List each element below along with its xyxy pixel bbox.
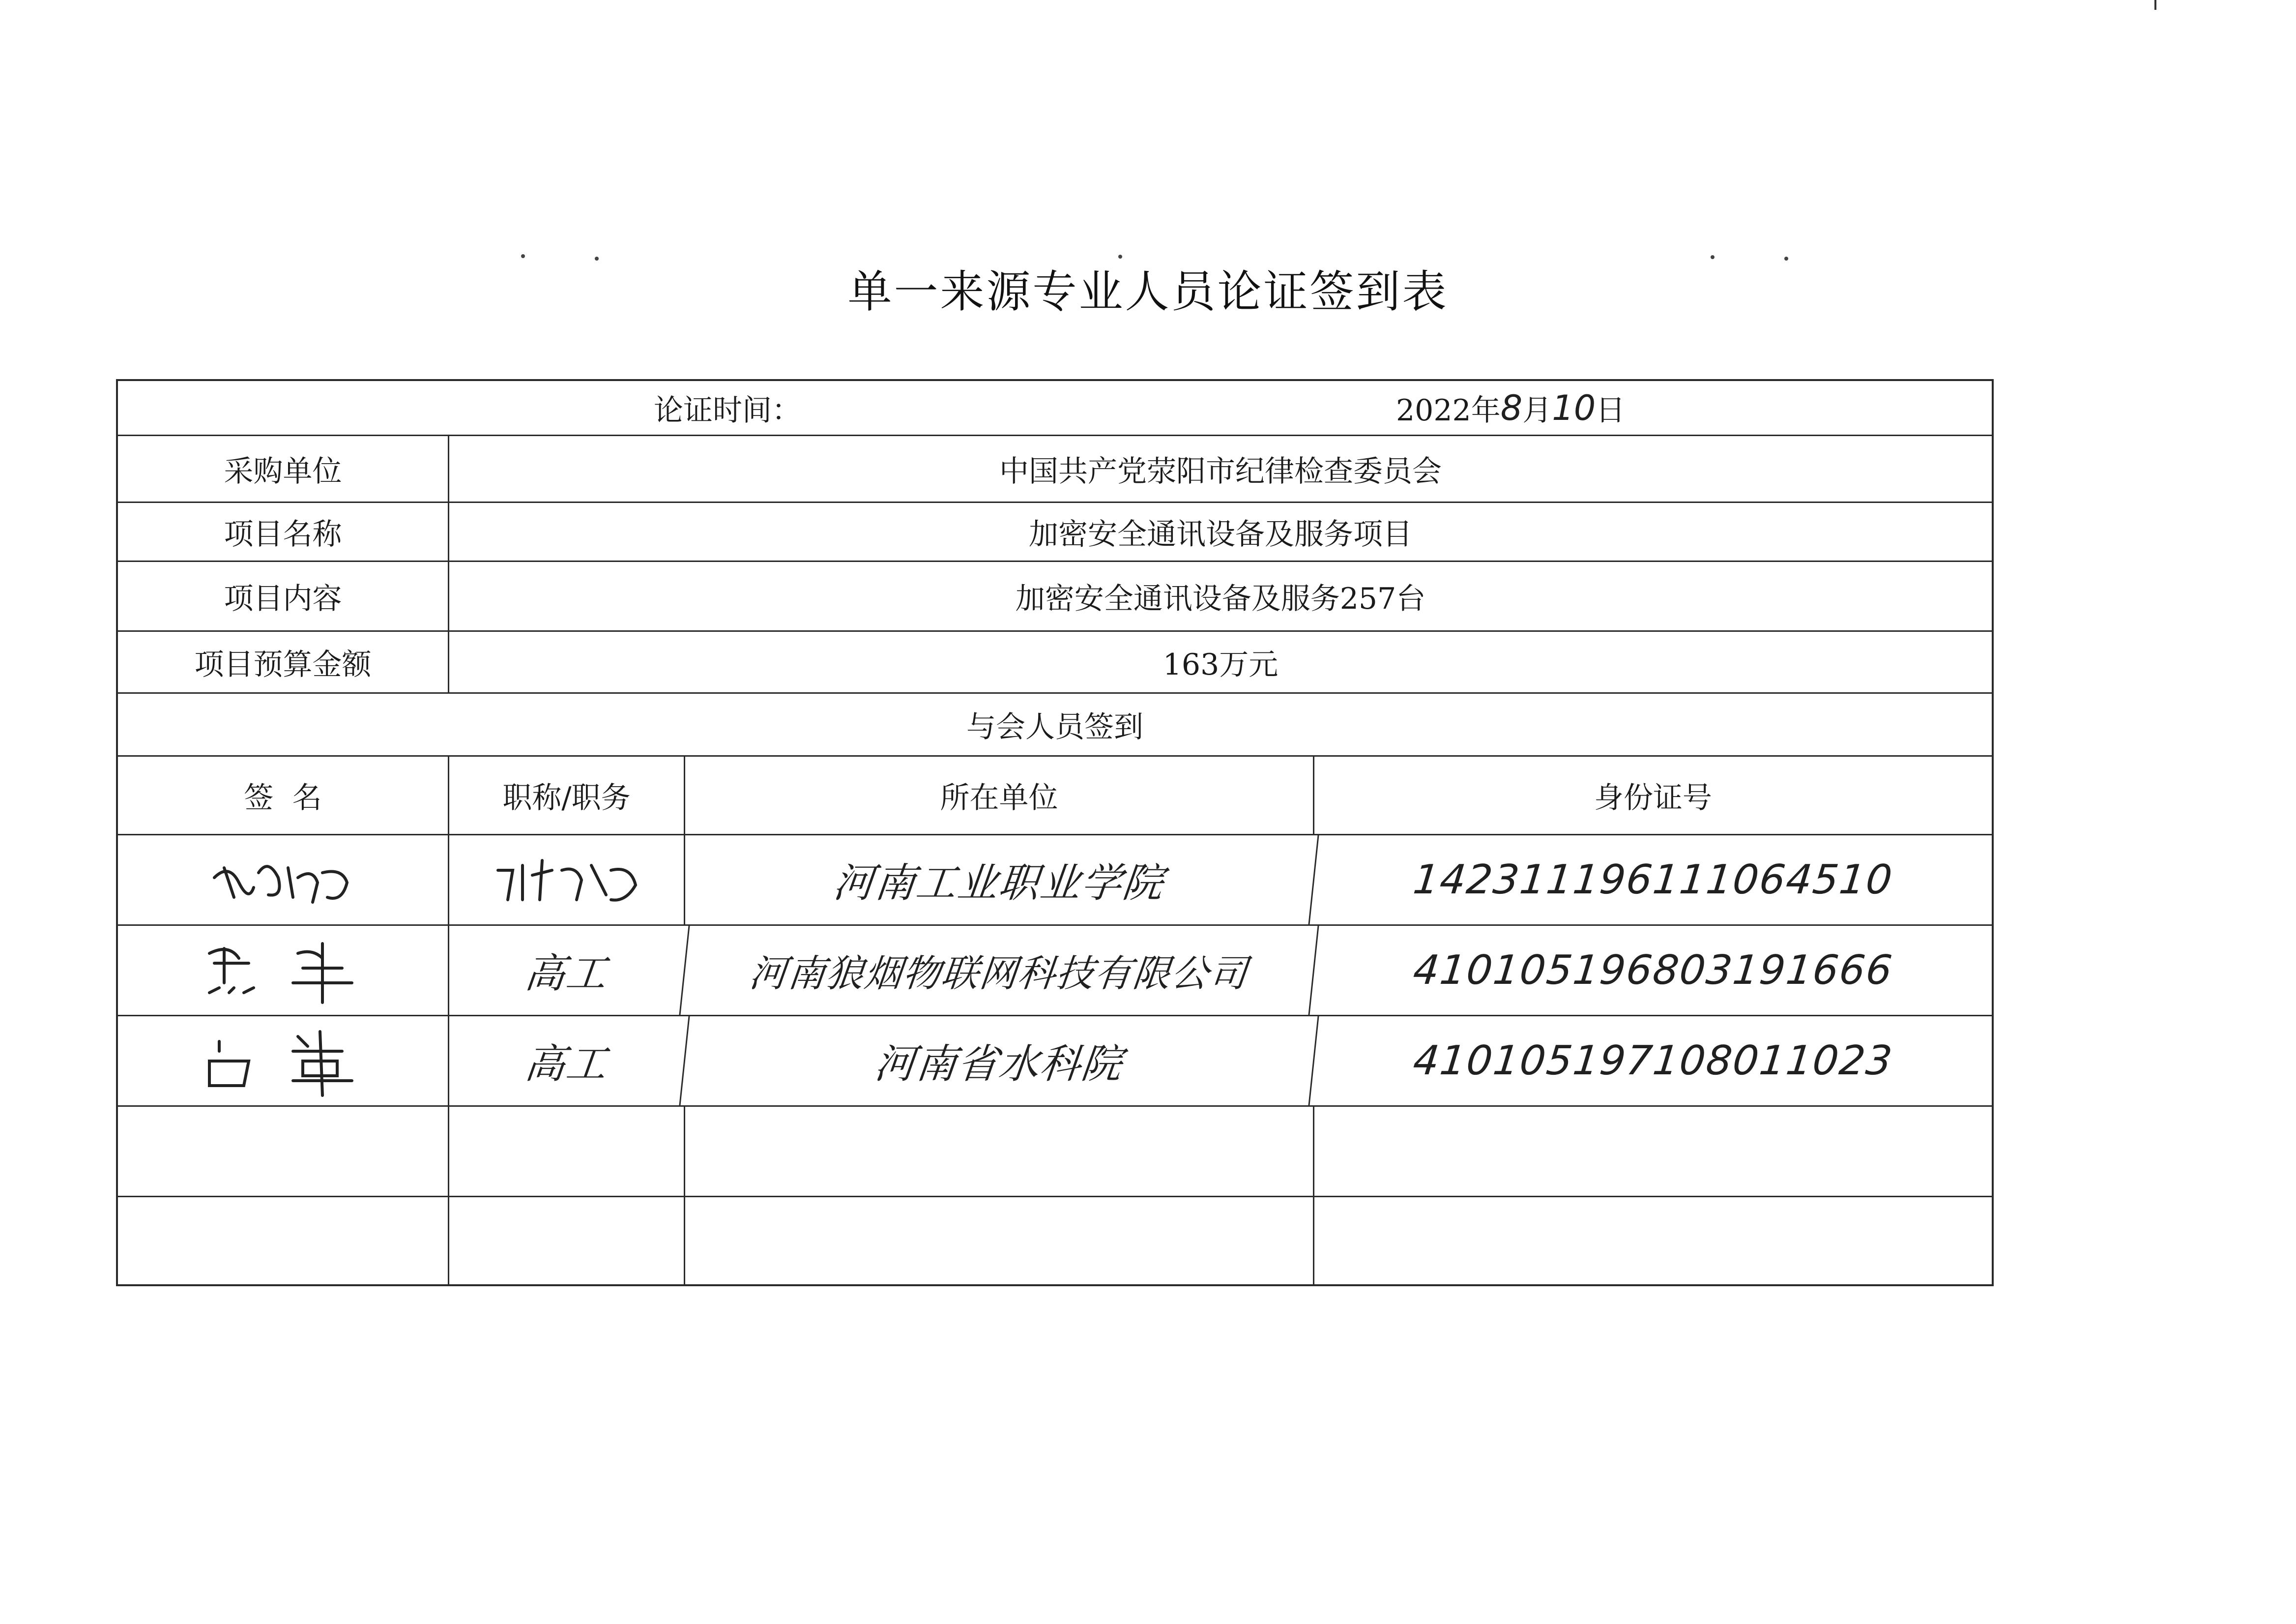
header-title: 职称/职务	[449, 757, 685, 834]
project-content-value: 加密安全通讯设备及服务257台	[1015, 581, 1426, 616]
attendee-row-empty	[118, 1197, 1992, 1284]
attendee-title	[449, 835, 685, 924]
handwritten-signature-2	[180, 934, 386, 1007]
handwritten-signature-1	[195, 848, 372, 912]
attendee-id: 410105197108011023	[1411, 1037, 1895, 1084]
attendee-signature	[118, 835, 449, 924]
handwritten-title-1	[483, 851, 650, 910]
date-day-handwritten: 10	[1552, 387, 1596, 428]
attendee-id	[1314, 1197, 1992, 1284]
purchaser-value: 中国共产党荥阳市纪律检查委员会	[999, 454, 1442, 489]
attendee-signature	[118, 1107, 449, 1196]
project-name-value: 加密安全通讯设备及服务项目	[1029, 517, 1412, 552]
attendee-signature	[118, 1197, 449, 1284]
attendee-id: 142311196111064510	[1411, 856, 1895, 903]
header-name: 签 名	[118, 757, 449, 834]
attendee-id: 410105196803191666	[1411, 947, 1895, 994]
attendee-signature	[118, 926, 449, 1015]
attendee-id	[1314, 1107, 1992, 1196]
budget-label: 项目预算金额	[118, 632, 449, 692]
attendees-section-row	[118, 694, 1992, 757]
date-month-handwritten: 8	[1500, 387, 1523, 428]
attendee-title: 高工	[444, 926, 690, 1015]
project-content-row	[118, 562, 1992, 632]
date-day-unit: 日	[1596, 393, 1626, 428]
attendee-unit: 河南工业职业学院	[680, 835, 1319, 924]
scan-mark	[2154, 0, 2156, 10]
date-label	[118, 381, 806, 435]
attendee-signature	[118, 1016, 449, 1105]
date-month-unit: 月	[1522, 393, 1552, 428]
attendee-title	[449, 1197, 685, 1284]
header-id: 身份证号	[1594, 780, 1712, 815]
attendee-row-empty	[118, 1107, 1992, 1197]
date-row	[118, 381, 1992, 436]
project-name-row	[118, 503, 1992, 562]
date-year: 2022年	[1396, 393, 1501, 428]
date-label-text: 论证时间：	[654, 393, 801, 428]
header-unit: 所在单位	[685, 757, 1314, 834]
sign-in-table	[116, 379, 1994, 1286]
project-name-label: 项目名称	[118, 503, 449, 561]
attendee-title	[449, 1107, 685, 1196]
attendee-unit	[685, 1197, 1314, 1284]
attendees-section-title: 与会人员签到	[966, 709, 1143, 744]
attendee-header-row	[118, 757, 1992, 835]
attendee-title: 高工	[444, 1016, 690, 1105]
page-title: 单一来源专业人员论证签到表	[847, 266, 1449, 318]
attendee-unit	[685, 1107, 1314, 1196]
purchaser-row	[118, 436, 1992, 503]
attendee-unit: 河南省水科院	[680, 1016, 1319, 1105]
budget-value: 163万元	[1163, 647, 1279, 682]
budget-row	[118, 632, 1992, 694]
purchaser-label: 采购单位	[118, 436, 449, 502]
project-content-label: 项目内容	[118, 562, 449, 630]
attendee-row	[118, 1016, 1992, 1107]
date-value	[1396, 381, 1888, 435]
attendee-row	[118, 926, 1992, 1016]
handwritten-signature-3	[180, 1022, 386, 1100]
attendee-row	[118, 835, 1992, 926]
attendee-unit: 河南狼烟物联网科技有限公司	[680, 926, 1319, 1015]
